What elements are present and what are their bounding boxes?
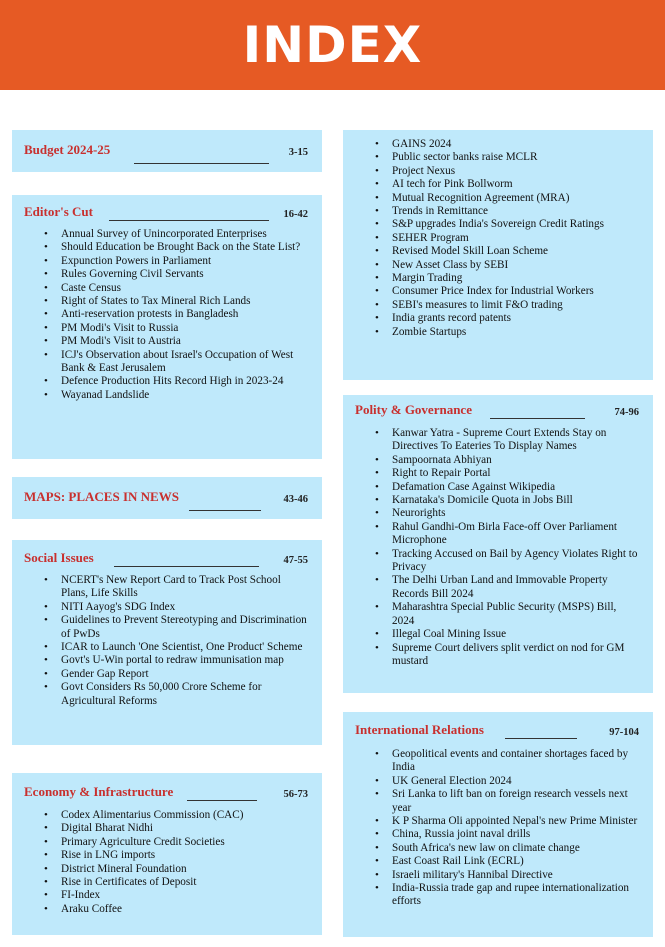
list-item: • Neurorights xyxy=(375,507,639,520)
list-item: • Trends in Remittance xyxy=(375,205,639,218)
list-item: • Rahul Gandhi-Om Birla Face-off Over Parliament Microphone xyxy=(375,521,639,548)
list-item: • New Asset Class by SEBI xyxy=(375,259,639,272)
list-item: • Public sector banks raise MCLR xyxy=(375,151,639,164)
page-range: 97-104 xyxy=(609,727,639,738)
list-item: • South Africa's new law on climate change xyxy=(375,842,639,855)
page-title: INDEX xyxy=(242,16,423,74)
list-item: • Illegal Coal Mining Issue xyxy=(375,628,639,641)
title-rule xyxy=(109,220,269,221)
list-item: • India-Russia trade gap and rupee internationalization efforts xyxy=(375,882,639,909)
list-item: • Expunction Powers in Parliament xyxy=(44,255,308,268)
list-item: • Right to Repair Portal xyxy=(375,467,639,480)
section-title: Editor's Cut xyxy=(24,204,93,219)
list-item: • Sampoornata Abhiyan xyxy=(375,454,639,467)
list-item: • Defamation Case Against Wikipedia xyxy=(375,481,639,494)
list-item: • Gender Gap Report xyxy=(44,668,308,681)
list-item: • East Coast Rail Link (ECRL) xyxy=(375,855,639,868)
list-item: • Rules Governing Civil Servants xyxy=(44,268,308,281)
section-title: Budget 2024-25 xyxy=(24,142,111,157)
list-item: • SEBI's measures to limit F&O trading xyxy=(375,299,639,312)
list-item: • China, Russia joint naval drills xyxy=(375,828,639,841)
list-item: • K P Sharma Oli appointed Nepal's new Prime Minister xyxy=(375,815,639,828)
section-title: Economy & Infrastructure xyxy=(24,784,174,799)
section-social-issues xyxy=(12,540,322,745)
page-range: 3-15 xyxy=(288,147,308,158)
list-item: • Defence Production Hits Record High in 2023-24 xyxy=(44,375,308,388)
list-item: • GAINS 2024 xyxy=(375,138,639,151)
list-item: • Israeli military's Hannibal Directive xyxy=(375,869,639,882)
title-rule xyxy=(490,418,585,419)
list-item: • PM Modi's Visit to Russia xyxy=(44,322,308,335)
section-title: Polity & Governance xyxy=(355,402,472,417)
section-maps xyxy=(12,477,322,519)
page-range: 74-96 xyxy=(614,407,639,418)
page-range: 47-55 xyxy=(283,555,308,566)
topic-list xyxy=(355,138,639,339)
list-item: • Maharashtra Special Public Security (MSPS) Bill, 2024 xyxy=(375,601,639,628)
list-item: • India grants record patents xyxy=(375,312,639,325)
section-editors-cut xyxy=(12,195,322,459)
list-item: • Caste Census xyxy=(44,282,308,295)
topic-list xyxy=(24,574,308,708)
list-item: • ICAR to Launch 'One Scientist, One Product' Scheme xyxy=(44,641,308,654)
page-range: 56-73 xyxy=(283,789,308,800)
list-item: • ICJ's Observation about Israel's Occupation of West Bank & East Jerusalem xyxy=(44,349,308,376)
list-item: • FI-Index xyxy=(44,889,308,902)
title-rule xyxy=(187,800,257,801)
list-item: • Digital Bharat Nidhi xyxy=(44,822,308,835)
page-range: 43-46 xyxy=(283,494,308,505)
list-item: • Anti-reservation protests in Bangladesh xyxy=(44,308,308,321)
list-item: • Guidelines to Prevent Stereotyping and Discrimination of PwDs xyxy=(44,614,308,641)
topic-list xyxy=(24,228,308,402)
list-item: • Consumer Price Index for Industrial Workers xyxy=(375,285,639,298)
title-rule xyxy=(189,510,261,511)
list-item: • AI tech for Pink Bollworm xyxy=(375,178,639,191)
list-item: • Project Nexus xyxy=(375,165,639,178)
list-item: • Mutual Recognition Agreement (MRA) xyxy=(375,192,639,205)
list-item: • Should Education be Brought Back on the State List? xyxy=(44,241,308,254)
section-economy-continued xyxy=(343,130,653,380)
list-item: • Kanwar Yatra - Supreme Court Extends Stay on Directives To Eateries To Display Names xyxy=(375,427,639,454)
list-item: • Karnataka's Domicile Quota in Jobs Bill xyxy=(375,494,639,507)
title-rule xyxy=(134,163,269,164)
list-item: • The Delhi Urban Land and Immovable Property Records Bill 2024 xyxy=(375,574,639,601)
list-item: • Tracking Accused on Bail by Agency Violates Right to Privacy xyxy=(375,548,639,575)
section-title: Social Issues xyxy=(24,550,94,565)
list-item: • Geopolitical events and container shortages faced by India xyxy=(375,748,639,775)
section-title: MAPS: PLACES IN NEWS xyxy=(24,489,179,504)
list-item: • District Mineral Foundation xyxy=(44,863,308,876)
list-item: • Rise in LNG imports xyxy=(44,849,308,862)
topic-list xyxy=(355,427,639,668)
list-item: • NCERT's New Report Card to Track Post School Plans, Life Skills xyxy=(44,574,308,601)
list-item: • Supreme Court delivers split verdict on nod for GM mustard xyxy=(375,642,639,669)
list-item: • Margin Trading xyxy=(375,272,639,285)
list-item: • Codex Alimentarius Commission (CAC) xyxy=(44,809,308,822)
section-international xyxy=(343,712,653,937)
list-item: • Govt Considers Rs 50,000 Crore Scheme for Agricultural Reforms xyxy=(44,681,308,708)
section-budget xyxy=(12,130,322,172)
section-title: International Relations xyxy=(355,722,484,737)
index-header xyxy=(0,0,665,90)
list-item: • Govt's U-Win portal to redraw immunisation map xyxy=(44,654,308,667)
list-item: • Araku Coffee xyxy=(44,903,308,916)
section-polity xyxy=(343,395,653,693)
list-item: • UK General Election 2024 xyxy=(375,775,639,788)
list-item: • Annual Survey of Unincorporated Enterprises xyxy=(44,228,308,241)
list-item: • Zombie Startups xyxy=(375,326,639,339)
list-item: • Wayanad Landslide xyxy=(44,389,308,402)
list-item: • SEHER Program xyxy=(375,232,639,245)
page-range: 16-42 xyxy=(283,209,308,220)
topic-list xyxy=(24,809,308,916)
list-item: • PM Modi's Visit to Austria xyxy=(44,335,308,348)
list-item: • S&P upgrades India's Sovereign Credit Ratings xyxy=(375,218,639,231)
list-item: • Revised Model Skill Loan Scheme xyxy=(375,245,639,258)
section-economy xyxy=(12,773,322,935)
list-item: • Primary Agriculture Credit Societies xyxy=(44,836,308,849)
title-rule xyxy=(505,738,577,739)
list-item: • Rise in Certificates of Deposit xyxy=(44,876,308,889)
title-rule xyxy=(114,566,259,567)
list-item: • Right of States to Tax Mineral Rich Lands xyxy=(44,295,308,308)
topic-list xyxy=(355,748,639,909)
list-item: • NITI Aayog's SDG Index xyxy=(44,601,308,614)
list-item: • Sri Lanka to lift ban on foreign research vessels next year xyxy=(375,788,639,815)
